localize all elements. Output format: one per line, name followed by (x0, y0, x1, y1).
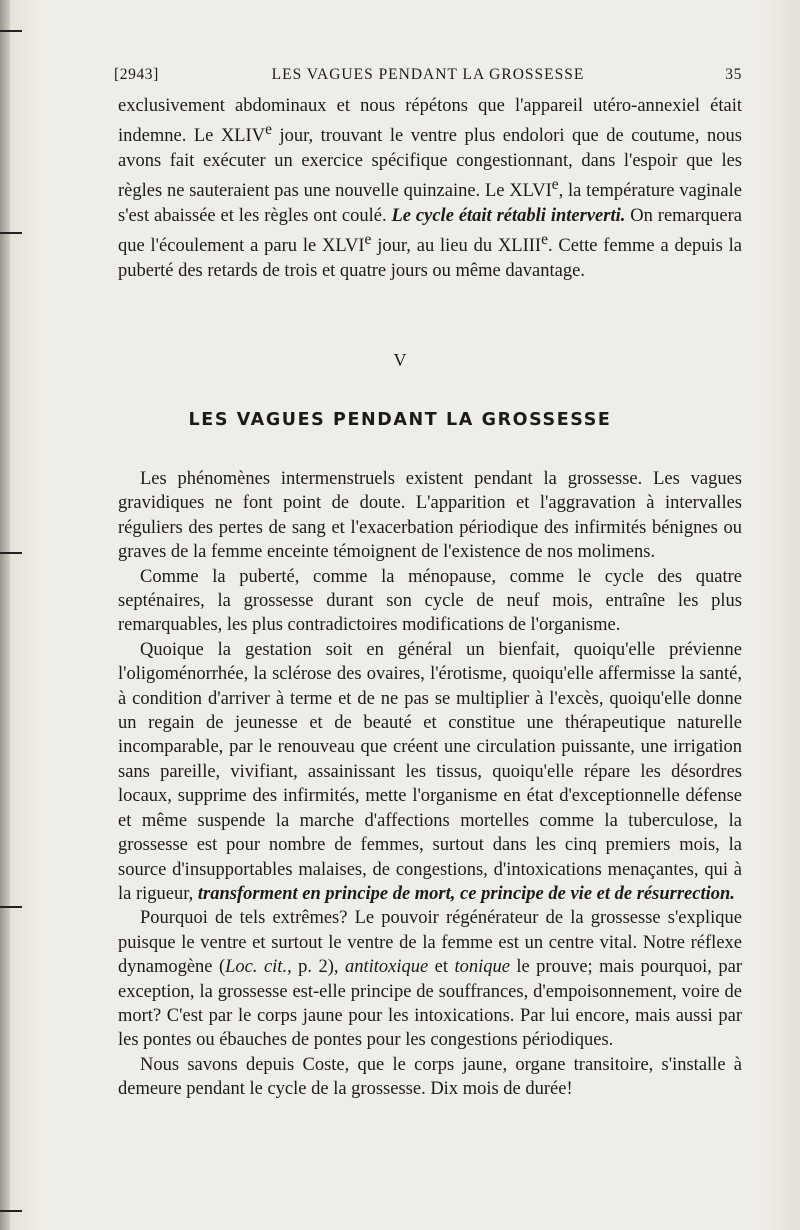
paragraph: Pourquoi de tels extrêmes? Le pouvoir régénérateur de la grossesse s'explique puisque le ventre et surtout le ventre de la femme est un centre vital. Notre réflexe dynamogène (Loc. cit., p. 2), antitoxique et tonique le prouve; mais pourquoi, par exception, la grossesse est-elle principe de souffrances, d'empoisonnement, voire de mort? C'est par le corps jaune pour les intoxications. Par lui encore, mais aussi par les pontes ou ébauches de pontes pour les congestions périodiques. (118, 908, 743, 1051)
section-title: LES VAGUES PENDANT LA GROSSESSE (188, 410, 612, 430)
paragraph: Nous savons depuis Coste, que le corps jaune, organe transitoire, s'installe à demeure pendant le cycle de la grossesse. Dix mois de durée! (118, 1054, 742, 1100)
paragraph: Quoique la gestation soit en général un bienfait, quoiqu'elle prévienne l'oligoménorrhée, la sclérose des ovaires, l'érotisme, quoiqu'elle affermisse la santé, à condition d'arriver à terme et de ne pas se multiplier à l'excès, quoiqu'elle donne un regain de jeunesse et de beauté et constitue une thérapeutique naturelle incomparable, par le renouveau que créent une circulation puissante, une irrigation sans pareille, vivifiant, assainissant les tissus, quoiqu'elle répare les désordres locaux, supprime des infirmités, mette l'organisme en état d'exceptionnelle défense et même suspende la marche d'affections mortelles comme la tuberculose, la grossesse est pour nombre de femmes, surtout dans les cinq premiers mois, la source d'insupportables malaises, de congestions, d'intoxications menaçantes, qui à la rigueur, transforment en principe de mort, ce principe de vie et de résurrection. (118, 639, 742, 904)
section-body (118, 467, 742, 1102)
paragraph: Les phénomènes intermenstruels existent pendant la grossesse. Les vagues gravidiques ne font point de doute. L'apparition et l'aggravation à intervalles réguliers des pertes de sang et l'exacerbation périodique des infirmités bénignes ou graves de la femme enceinte témoignent de l'existence de nos molimens. (118, 469, 742, 563)
margin-mark (0, 232, 22, 234)
section-number: V (393, 350, 407, 370)
page-reference: [2943] (114, 66, 159, 83)
binding-edge (0, 0, 10, 1230)
running-head-title: LES VAGUES PENDANT LA GROSSESSE (271, 66, 585, 83)
paragraph: exclusivement abdominaux et nous répétons que l'appareil utéro-annexiel était indemne. Le XLIVe jour, trouvant le ventre plus endolori que de coutume, nous avons fait exécuter un exercice spécifique congestionnant, dans l'espoir que les règles ne sauteraient pas une nouvelle quinzaine. Le XLVIe, la température vaginale s'est abaissée et les règles ont coulé. Le cycle était rétabli interverti. On remarquera que l'écoulement a paru le XLVIe jour, au lieu du XLIIIe. Cette femme a depuis la puberté des retards de trois et quatre jours ou même davantage. (118, 96, 743, 281)
continued-paragraph (118, 94, 742, 283)
margin-mark (0, 1210, 22, 1212)
paragraph: Comme la puberté, comme la ménopause, comme le cycle des quatre septénaires, la grossesse durant son cycle de neuf mois, entraîne les plus remarquables, les plus contradictoires modifications de l'organisme. (118, 566, 742, 636)
margin-mark (0, 552, 22, 554)
page-number: 35 (725, 66, 742, 83)
margin-mark (0, 30, 22, 32)
margin-mark (0, 906, 22, 908)
